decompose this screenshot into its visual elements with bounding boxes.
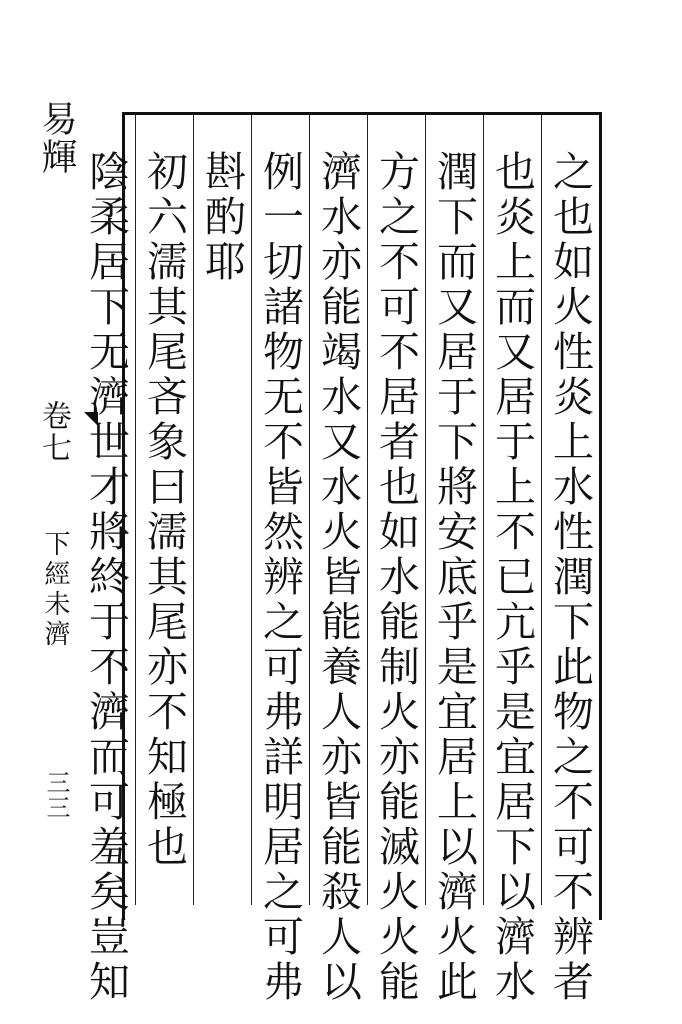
column-divider [193,115,194,905]
text-column-3: 潤下而又居于下將安底乎是宜居上以濟火此 [430,150,478,1005]
text-column-4: 方之不可不居者也如水能制火亦能滅火火能 [372,150,420,1005]
frame-right-rule [599,112,602,920]
text-column-6: 例一切諸物无不皆然辨之可弗詳明居之可弗 [256,150,304,1005]
text-column-5: 濟水亦能竭水又水火皆能養人亦皆能殺人以 [314,150,362,1005]
column-divider [425,115,426,905]
text-column-1: 之也如火性炎上水性潤下此物之不可不辨者 [546,150,594,1005]
text-column-7: 斟酌耶 [198,150,246,285]
column-divider [309,115,310,905]
column-divider [541,115,542,905]
fishtail-mark-icon [84,412,98,426]
column-divider [135,115,136,905]
margin-strip [38,100,84,860]
text-column-2: 也炎上而又居于上不已亢乎是宜居下以濟水 [488,150,536,1005]
chapter-label: 下經未濟 [40,530,70,650]
column-divider [483,115,484,905]
column-divider [367,115,368,905]
text-column-9: 陰柔居下无濟世才將終于不濟而可羞矣豈知 [82,150,130,1005]
column-divider [251,115,252,905]
page-number: 三三 [42,770,70,820]
frame-top-rule [122,112,602,115]
text-column-8: 初六濡其尾吝象曰濡其尾亦不知極也 [140,150,188,870]
volume-label: 卷七 [36,400,71,464]
book-title: 易輝 [36,100,77,176]
